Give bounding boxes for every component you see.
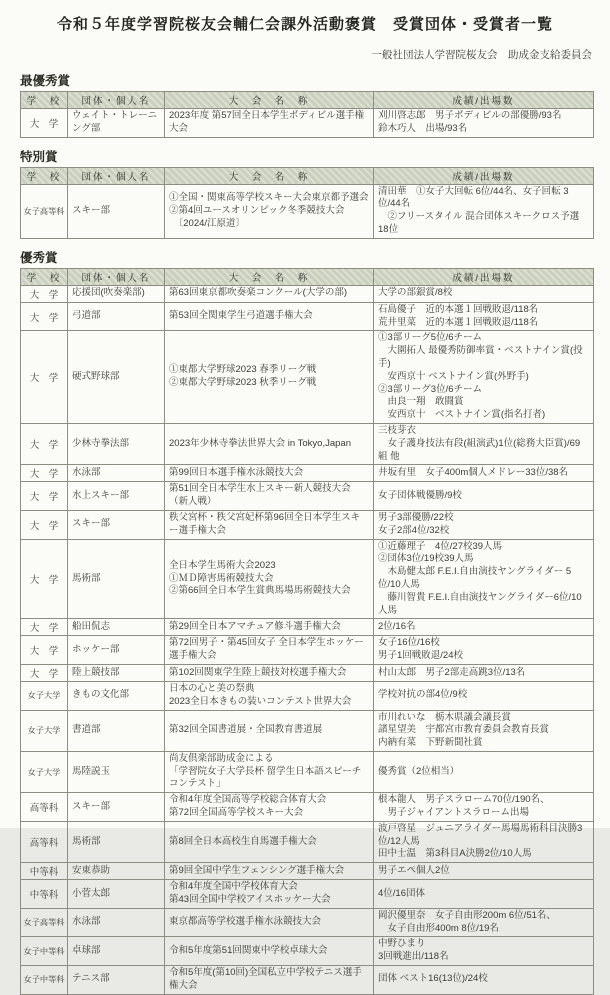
- col-header-group: 団体・個人名: [68, 167, 165, 184]
- event-cell: [165, 539, 374, 619]
- result-cell: [374, 863, 594, 880]
- result-line: ②3部リーグ3位/6チーム: [378, 383, 482, 395]
- result-line: 鈴木巧人 出場/93名: [378, 122, 468, 134]
- result-line: 女子自由形400m 8位/19名: [378, 922, 499, 934]
- result-cell: [374, 908, 594, 937]
- event-line: 第72回男子・第45回女子 全日本学生ホッケー選手権大会: [169, 637, 364, 662]
- group-name: ホッケー部: [72, 643, 120, 655]
- school-cell: 大 学: [21, 302, 68, 331]
- event-cell: [165, 966, 374, 995]
- result-line: 村山太郎 男子2部走高跳3位/13名: [378, 666, 526, 678]
- event-line: 2023年少林寺拳法世界大会 in Tokyo,Japan: [169, 437, 351, 449]
- group-name: スキー部: [72, 204, 111, 216]
- award-section: [20, 248, 594, 995]
- result-line: 木島健太郎 F.E.I.自由演技ヤングライダー 5位/10人馬: [378, 566, 572, 590]
- result-cell: [374, 664, 594, 681]
- result-line: 男子エペ個人2位: [378, 864, 450, 876]
- group-cell: [68, 751, 165, 792]
- school-cell: 中等科: [21, 863, 68, 880]
- col-header-result: 成績/出場数: [374, 92, 594, 109]
- group-cell: [68, 302, 165, 331]
- school-cell: 女子大学: [21, 681, 68, 710]
- result-line: 女子16位/16校: [378, 637, 440, 649]
- school-cell: 大 学: [21, 664, 68, 681]
- event-line: 令和4年度全国中学校体育大会: [169, 881, 298, 893]
- col-header-group: 団体・個人名: [68, 268, 165, 285]
- event-line: 第63回東京都吹奏楽コンクール(大学の部): [169, 287, 348, 299]
- event-cell: [165, 423, 374, 464]
- event-cell: [165, 510, 374, 539]
- group-cell: [68, 966, 165, 995]
- result-cell: [374, 681, 594, 710]
- table-row: [21, 331, 594, 424]
- event-line: 2023年度 第57回全日本学生ボディビル選手権大会: [169, 110, 365, 134]
- event-cell: [165, 937, 374, 966]
- awards-table: [20, 91, 594, 138]
- table-row: [21, 619, 594, 636]
- group-name: 書道部: [72, 724, 101, 736]
- page-title: 令和５年度学習院桜友会輔仁会課外活動褒賞 受賞団体・受賞者一覧: [56, 16, 553, 33]
- group-name: きもの文化部: [72, 689, 130, 701]
- event-line: 2023全日本きもの装いコンテスト世界大会: [169, 695, 352, 707]
- table-row: [21, 681, 594, 710]
- group-cell: [68, 465, 165, 482]
- result-line: 根本龍人 男子スラローム70位/190名、: [378, 794, 550, 806]
- awards-table: [20, 268, 594, 995]
- col-header-event: 大 会 名 称: [165, 167, 374, 184]
- result-cell: [374, 636, 594, 665]
- result-line: 男子ジャイアントスラローム出場: [378, 807, 530, 819]
- col-header-school: 学 校: [21, 268, 68, 285]
- event-line: ①ＭＤ障害馬術競技大会: [169, 572, 274, 584]
- event-line: ②東都大学野球2023 秋季リーグ戦: [169, 377, 317, 389]
- table-row: [21, 863, 594, 880]
- group-name: 安東恭助: [72, 864, 111, 876]
- result-line: 石島優子 近的本選１回戦敗退/118名: [378, 303, 539, 315]
- event-line: 第51回全日本学生水上スキー新人競技大会（新人戦）: [169, 483, 351, 508]
- event-line: 令和5年度(第10回)全国私立中学校テニス選手権大会: [169, 967, 362, 991]
- section-heading: 最優秀賞: [20, 74, 71, 88]
- result-cell: [374, 937, 594, 966]
- group-name: 硬式野球部: [72, 370, 120, 382]
- school-cell: 大 学: [21, 510, 68, 539]
- event-line: ②第4回ユースオリンピック冬季競技大会: [169, 204, 345, 216]
- group-name: ウェイト・トレーニング部: [72, 110, 158, 134]
- event-line: 第43回全国中学校アイスホッケー大会: [169, 894, 331, 906]
- school-cell: 高等科: [21, 793, 68, 822]
- event-cell: [165, 619, 374, 636]
- event-cell: [165, 302, 374, 331]
- result-cell: [374, 880, 594, 909]
- event-line: 第72回全国高等学校スキー大会: [169, 807, 304, 819]
- section-heading: 特別賞: [20, 149, 58, 164]
- table-row: [21, 751, 594, 792]
- group-cell: [68, 482, 165, 511]
- event-line: 第53回全関東学生弓道選手権大会: [169, 310, 313, 322]
- result-line: 井坂有里 女子400m個人メドレー33位/38名: [378, 466, 569, 478]
- result-line: 岡沢優里奈 女子自由形200m 6位/51名、: [378, 909, 556, 921]
- event-cell: [165, 821, 374, 862]
- group-name: テニス部: [72, 973, 110, 985]
- school-cell: 大 学: [21, 539, 68, 619]
- col-header-school: 学 校: [21, 92, 68, 109]
- group-cell: [68, 331, 165, 424]
- group-name: 水泳部: [72, 916, 101, 928]
- group-name: 弓道部: [72, 310, 101, 322]
- group-name: 応援団(吹奏楽部): [72, 287, 145, 299]
- table-row: [21, 109, 594, 138]
- event-cell: [165, 710, 374, 751]
- group-cell: [68, 821, 165, 862]
- table-row: [21, 908, 594, 937]
- result-line: ①近藤理子 4位/27校39人馬: [378, 540, 503, 552]
- result-cell: [374, 331, 594, 424]
- event-cell: [165, 331, 374, 424]
- event-cell: [165, 109, 374, 138]
- school-cell: 大 学: [21, 482, 68, 511]
- result-line: 大園拓人 最優秀防御率賞・ベストナイン賞(投手): [378, 345, 583, 369]
- table-row: [21, 966, 594, 995]
- group-cell: [68, 710, 165, 751]
- result-line: 三枝芽衣: [378, 424, 417, 436]
- event-line: 秩父宮杯・秩父宮妃杯第96回全日本学生スキー選手権大会: [169, 511, 361, 536]
- result-line: 藤川智貴 F.E.I.自由演技ヤングライダー6位/10人馬: [378, 591, 582, 616]
- school-cell: 大 学: [21, 331, 68, 424]
- group-name: 水泳部: [72, 466, 101, 478]
- group-name: 馬術部: [72, 835, 101, 847]
- result-line: 2位/16名: [378, 620, 416, 632]
- event-line: 第102回関東学生陸上競技対校選手権大会: [169, 666, 347, 678]
- committee-line: 一般社団法人学習院桜友会 助成金支給委員会: [371, 49, 592, 61]
- event-cell: [165, 863, 374, 880]
- group-cell: [68, 539, 165, 619]
- school-cell: 大 学: [21, 619, 68, 636]
- group-name: 卓球部: [72, 944, 101, 956]
- sections-container: [0, 71, 610, 995]
- result-cell: [374, 184, 594, 238]
- award-section: [20, 147, 594, 239]
- group-cell: [68, 636, 165, 665]
- award-section: [20, 71, 594, 138]
- result-line: 女子護身技法有段(組演武)1位(総務大臣賞)/69組 他: [378, 437, 581, 462]
- school-cell: 女子中等科: [21, 937, 68, 966]
- result-line: 市川れいな 栃木県議会議長賞: [378, 711, 512, 723]
- result-cell: [374, 482, 594, 511]
- result-line: 3回戦進出/118名: [378, 951, 449, 963]
- result-cell: [374, 793, 594, 822]
- result-line: 安西京十 ベストナイン賞(外野手): [378, 370, 529, 382]
- group-cell: [68, 184, 165, 238]
- table-row: [21, 636, 594, 665]
- event-line: 全日本学生馬術大会2023: [169, 559, 276, 571]
- table-row: [21, 664, 594, 681]
- table-row: [21, 184, 594, 238]
- col-header-event: 大 会 名 称: [165, 92, 374, 109]
- table-row: [21, 793, 594, 822]
- group-cell: [68, 285, 165, 302]
- table-row: [21, 710, 594, 751]
- result-cell: [374, 465, 594, 482]
- result-line: 学校対抗の部4位/9校: [378, 689, 468, 701]
- result-line: 男子1回戦敗退/24校: [378, 650, 463, 662]
- result-cell: [374, 710, 594, 751]
- group-name: 水上スキー部: [72, 489, 130, 501]
- event-line: 日本の心と美の祭典: [169, 682, 255, 694]
- table-row: [21, 880, 594, 909]
- result-cell: [374, 510, 594, 539]
- col-header-result: 成績/出場数: [374, 167, 594, 184]
- school-cell: 中等科: [21, 880, 68, 909]
- event-cell: [165, 880, 374, 909]
- event-line: 令和5年度第51回関東中学校卓球大会: [169, 944, 328, 956]
- col-header-group: 団体・個人名: [68, 92, 165, 109]
- group-cell: [68, 510, 165, 539]
- group-name: スキー部: [72, 518, 111, 530]
- event-cell: [165, 793, 374, 822]
- school-cell: 大 学: [21, 636, 68, 665]
- table-row: [21, 465, 594, 482]
- result-cell: [374, 751, 594, 792]
- event-line: ①全国・関東高等学校スキー大会東京都予選会: [169, 191, 369, 203]
- result-cell: [374, 423, 594, 464]
- result-line: 女子団体戦優勝/9校: [378, 489, 462, 501]
- event-line: 第8回全日本高校生自馬選手権大会: [169, 835, 317, 847]
- result-line: 中野ひまり: [378, 938, 426, 950]
- result-line: 諸星望美 宇都宮市教育委員会教育長賞: [378, 724, 550, 736]
- col-header-result: 成績/出場数: [374, 268, 594, 285]
- result-line: 4位/16団体: [378, 887, 425, 899]
- event-line: 尚友倶楽部助成金による: [169, 752, 274, 764]
- school-cell: 大 学: [21, 465, 68, 482]
- result-line: 清田華 ①女子大回転 6位/44名、女子回転 3位/44名: [378, 185, 569, 210]
- result-cell: [374, 966, 594, 995]
- table-row: [21, 539, 594, 619]
- school-cell: 高等科: [21, 821, 68, 862]
- event-line: 第32回全国書道展・全国教育書道展: [169, 724, 323, 736]
- event-line: 令和4年度全国高等学校総合体育大会: [169, 794, 327, 806]
- event-cell: [165, 184, 374, 238]
- event-cell: [165, 908, 374, 937]
- group-name: 馬陸説玉: [72, 765, 111, 777]
- header-row: [21, 92, 594, 109]
- result-cell: [374, 539, 594, 619]
- school-cell: 女子高等科: [21, 184, 68, 238]
- col-header-school: 学 校: [21, 167, 68, 184]
- table-row: [21, 510, 594, 539]
- event-cell: [165, 664, 374, 681]
- event-line: 〔2024/江原道〕: [169, 217, 246, 229]
- result-line: ①3部リーグ5位/6チーム: [378, 332, 482, 344]
- header-row: [21, 268, 594, 285]
- group-cell: [68, 664, 165, 681]
- event-line: 「学習院女子大学長杯 留学生日本語スピーチコンテスト」: [169, 765, 362, 790]
- school-cell: 大 学: [21, 285, 68, 302]
- table-row: [21, 423, 594, 464]
- group-cell: [68, 681, 165, 710]
- school-cell: 大 学: [21, 109, 68, 138]
- table-row: [21, 482, 594, 511]
- group-cell: [68, 619, 165, 636]
- result-line: 大学の部銀賞/8校: [378, 287, 453, 299]
- event-cell: [165, 465, 374, 482]
- event-cell: [165, 482, 374, 511]
- group-cell: [68, 863, 165, 880]
- result-line: 女子2部4位/32校: [378, 524, 450, 536]
- group-name: 陸上競技部: [72, 666, 120, 678]
- event-cell: [165, 285, 374, 302]
- result-line: 田中士温 第3科目A決勝2位/10人馬: [378, 848, 532, 860]
- table-row: [21, 285, 594, 302]
- col-header-event: 大 会 名 称: [165, 268, 374, 285]
- result-line: 荒井里菜 近的本選１回戦敗退/118名: [378, 316, 539, 328]
- result-cell: [374, 619, 594, 636]
- result-cell: [374, 821, 594, 862]
- result-cell: [374, 302, 594, 331]
- group-cell: [68, 423, 165, 464]
- table-row: [21, 937, 594, 966]
- event-line: 第99回日本選手権水泳競技大会: [169, 466, 304, 478]
- event-cell: [165, 681, 374, 710]
- school-cell: 女子大学: [21, 710, 68, 751]
- group-cell: [68, 880, 165, 909]
- result-line: ②団体3位/19校39人馬: [378, 553, 474, 565]
- result-line: 内納有菜 下野新聞社賞: [378, 737, 483, 749]
- result-line: 団体 ベスト16(13位)/24校: [378, 973, 488, 985]
- school-cell: 女子中等科: [21, 966, 68, 995]
- group-cell: [68, 793, 165, 822]
- event-line: 第9回全国中学生フェンシング選手権大会: [169, 864, 345, 876]
- group-cell: [68, 937, 165, 966]
- result-line: 刈川啓志郎 男子ボディビルの部優勝/93名: [378, 110, 562, 121]
- group-cell: [68, 908, 165, 937]
- result-cell: [374, 109, 594, 138]
- group-name: 小菅太郎: [72, 887, 111, 899]
- header-row: [21, 167, 594, 184]
- result-line: 優秀賞（2位相当）: [378, 765, 460, 777]
- section-heading: 優秀賞: [20, 250, 58, 265]
- group-name: 馬術部: [72, 572, 101, 584]
- event-cell: [165, 636, 374, 665]
- result-line: 男子3部優勝/22校: [378, 511, 454, 523]
- event-cell: [165, 751, 374, 792]
- result-cell: [374, 285, 594, 302]
- event-line: 東京都高等学校選手権水泳競技大会: [169, 916, 322, 928]
- group-name: スキー部: [72, 800, 111, 812]
- school-cell: 女子大学: [21, 751, 68, 792]
- result-line: ②フリースタイル 混合団体スキークロス予選18位: [378, 211, 580, 235]
- school-cell: 大 学: [21, 423, 68, 464]
- event-line: ②第66回全日本学生賞典馬場馬術競技大会: [169, 585, 351, 597]
- group-cell: [68, 109, 165, 138]
- group-name: 少林寺拳法部: [72, 437, 130, 449]
- group-name: 船田侃志: [72, 620, 111, 632]
- awards-table: [20, 167, 594, 239]
- table-row: [21, 302, 594, 331]
- event-line: ①東都大学野球2023 春季リーグ戦: [169, 364, 317, 376]
- result-line: 波戸啓星 ジュニアライダー馬場馬術科目決勝3位/12人馬: [378, 822, 583, 847]
- school-cell: 女子高等科: [21, 908, 68, 937]
- table-row: [21, 821, 594, 862]
- result-line: 安西京十 ベストナイン賞(指名打者): [378, 409, 546, 421]
- event-line: 第29回全日本アマチュア修斗選手権大会: [169, 620, 341, 632]
- result-line: 由良一翔 敢闘賞: [378, 396, 464, 408]
